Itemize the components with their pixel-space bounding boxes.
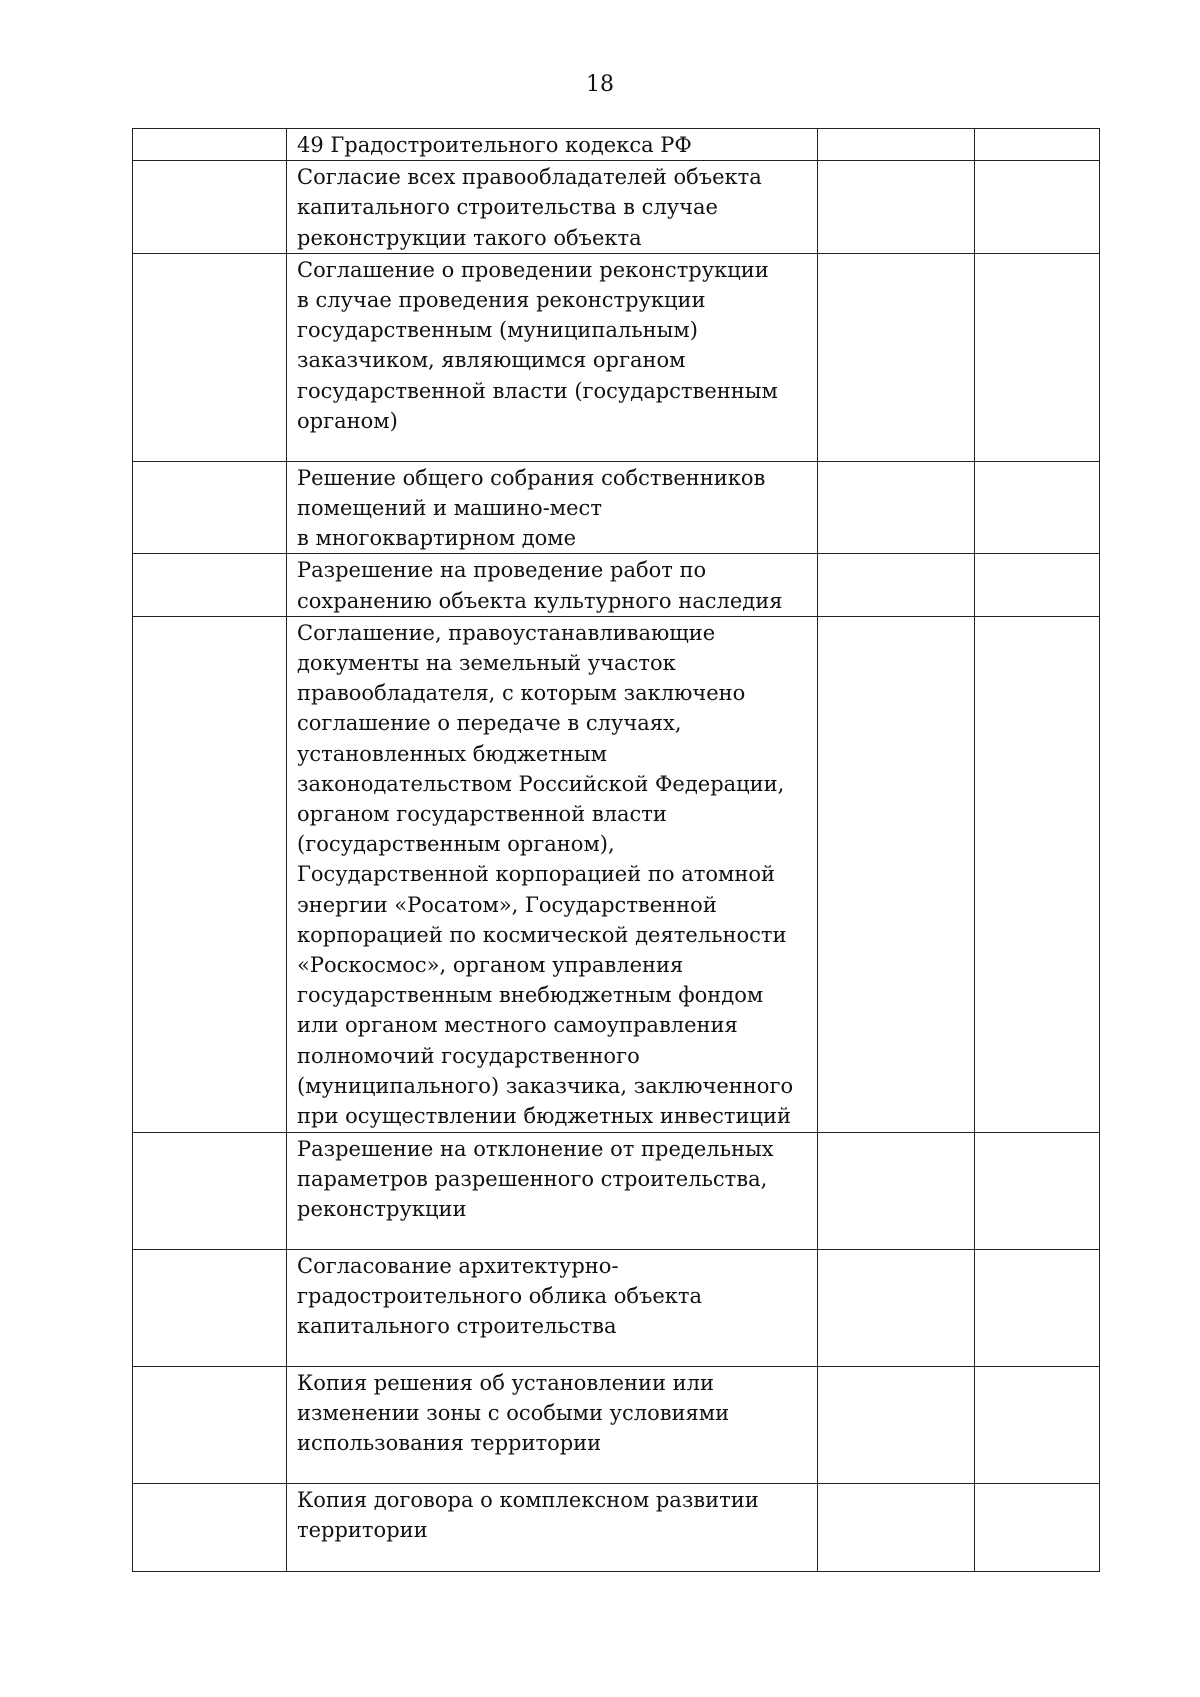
- table-cell-empty: [975, 253, 1100, 461]
- document-text: Разрешение на отклонение от предельных параметров разрешенного строительства, реконструкции: [297, 1136, 774, 1222]
- table-cell-empty: [975, 1132, 1100, 1249]
- document-text: Решение общего собрания собственников помещений и машино-мест в многоквартирном доме: [297, 465, 766, 551]
- table-row: [133, 1249, 1100, 1366]
- table-row: [133, 253, 1100, 461]
- table-row: [133, 1366, 1100, 1483]
- table-row: [133, 1483, 1100, 1571]
- table-cell-empty: [133, 1132, 287, 1249]
- table-cell-empty: [133, 1483, 287, 1571]
- table-cell-empty: [975, 461, 1100, 554]
- table-cell-empty: [133, 616, 287, 1132]
- table-cell-document: [287, 1366, 818, 1483]
- table-cell-empty: [975, 129, 1100, 161]
- table-cell-empty: [975, 1249, 1100, 1366]
- table-cell-empty: [818, 1132, 975, 1249]
- document-text: 49 Градостроительного кодекса РФ: [297, 133, 692, 157]
- table-cell-empty: [975, 1366, 1100, 1483]
- table-cell-empty: [818, 129, 975, 161]
- table-cell-empty: [975, 1483, 1100, 1571]
- table-cell-empty: [975, 161, 1100, 254]
- document-text: Соглашение о проведении реконструкции в случае проведения реконструкции государственным (муниципальным) заказчиком, являющимся органом государственной власти (государственным органом): [297, 257, 778, 433]
- table-cell-empty: [818, 461, 975, 554]
- table-cell-empty: [133, 161, 287, 254]
- document-text: Соглашение, правоустанавливающие документы на земельный участок правообладателя, с которым заключено соглашение о передаче в случаях, установленных бюджетным законодательством Российской Федерации, органом государственной власти (государственным органом), Государственной корпорацией по атомной энергии «Росатом», Государственной корпорацией по космической деятельности «Роскосмос», органом управления государственным внебюджетным фондом или органом местного самоуправления полномочий государственного (муниципального) заказчика, заключенного при осуществлении бюджетных инвестиций: [297, 620, 794, 1129]
- table-cell-empty: [133, 253, 287, 461]
- table-cell-document: [287, 461, 818, 554]
- document-text: Согласие всех правообладателей объекта капитального строительства в случае реконструкции такого объекта: [297, 165, 762, 250]
- document-text: Согласование архитектурно- градостроительного облика объекта капитального строительства: [297, 1253, 703, 1339]
- table-cell-document: [287, 616, 818, 1132]
- table-row: [133, 461, 1100, 554]
- table-cell-empty: [133, 129, 287, 161]
- table-cell-empty: [133, 1366, 287, 1483]
- table-cell-document: [287, 1483, 818, 1571]
- table-cell-document: [287, 554, 818, 616]
- table-cell-empty: [133, 1249, 287, 1366]
- document-text: Копия договора о комплексном развитии территории: [297, 1487, 759, 1543]
- table-cell-empty: [975, 554, 1100, 616]
- table-cell-empty: [818, 616, 975, 1132]
- table-cell-empty: [818, 1366, 975, 1483]
- table-cell-document: [287, 253, 818, 461]
- table-cell-empty: [818, 1483, 975, 1571]
- table-row: [133, 129, 1100, 161]
- table-cell-empty: [133, 554, 287, 616]
- table-cell-document: [287, 1249, 818, 1366]
- table-cell-document: [287, 161, 818, 254]
- table-cell-empty: [818, 161, 975, 254]
- table-cell-empty: [818, 554, 975, 616]
- table-cell-empty: [818, 253, 975, 461]
- documents-table: [132, 128, 1100, 1572]
- table-cell-document: [287, 129, 818, 161]
- table-row: [133, 161, 1100, 254]
- document-text: Разрешение на проведение работ по сохранению объекта культурного наследия: [297, 558, 783, 613]
- table-row: [133, 554, 1100, 616]
- table-cell-empty: [975, 616, 1100, 1132]
- table-cell-empty: [818, 1249, 975, 1366]
- document-text: Копия решения об установлении или изменении зоны с особыми условиями использования территории: [297, 1370, 730, 1456]
- table-cell-document: [287, 1132, 818, 1249]
- page-number: 18: [586, 72, 614, 97]
- table-row: [133, 616, 1100, 1132]
- table-row: [133, 1132, 1100, 1249]
- table-cell-empty: [133, 461, 287, 554]
